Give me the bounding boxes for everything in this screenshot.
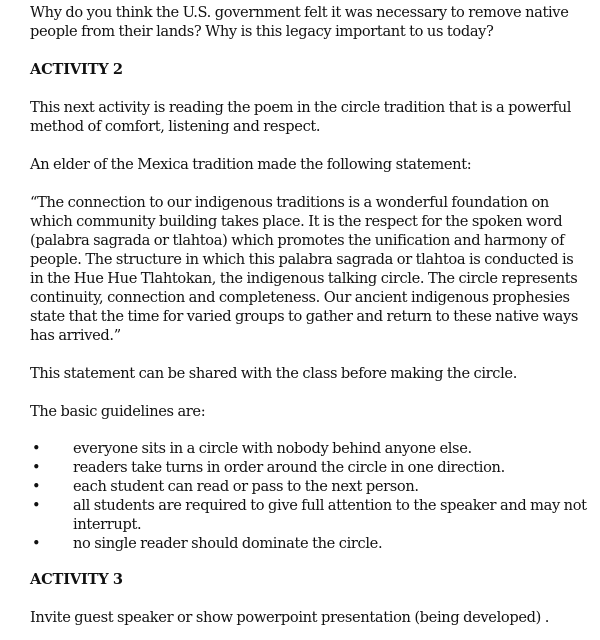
guideline-text: readers take turns in order around the circle in one direction. xyxy=(73,459,505,476)
document-page xyxy=(30,0,590,627)
list-item xyxy=(30,477,590,496)
elder-statement-intro: An elder of the Mexica tradition made the following statement: xyxy=(30,156,472,173)
guidelines-list xyxy=(30,439,590,553)
list-item xyxy=(30,534,590,553)
guideline-text: no single reader should dominate the circle. xyxy=(73,535,383,552)
list-item xyxy=(30,458,590,477)
bullet-icon: • xyxy=(32,535,41,552)
bullet-icon: • xyxy=(32,459,41,476)
intro-question: Why do you think the U.S. government felt it was necessary to remove native people from their lands? Why is this legacy important to us today? xyxy=(30,4,569,40)
share-note: This statement can be shared with the class before making the circle. xyxy=(30,365,518,382)
guidelines-intro: The basic guidelines are: xyxy=(30,403,206,420)
activity-3-description: Invite guest speaker or show powerpoint presentation (being developed) . xyxy=(30,609,550,626)
activity-2-description: This next activity is reading the poem in the circle tradition that is a powerful method of comfort, listening and respect. xyxy=(30,99,572,135)
activity-2-heading: ACTIVITY 2 xyxy=(30,61,123,78)
activity-3-heading: ACTIVITY 3 xyxy=(30,571,123,588)
elder-quote: “The connection to our indigenous traditions is a wonderful foundation on which community building takes place. It is the respect for the spoken word (palabra sagrada or tlahtoa) which promotes the unification and harmony of people. The structure in which this palabra sagrada or tlahtoa is conducted is in the Hue Hue Tlahtokan, the indigenous talking circle. The circle represents continuity, connection and completeness. Our ancient indigenous prophesies state that the time for varied groups to gather and return to these native ways has arrived.” xyxy=(30,194,579,344)
list-item xyxy=(30,496,590,534)
guideline-text: each student can read or pass to the next person. xyxy=(73,478,419,495)
list-item xyxy=(30,439,590,458)
bullet-icon: • xyxy=(32,440,41,457)
guideline-text: all students are required to give full attention to the speaker and may not interrupt. xyxy=(73,497,587,533)
bullet-icon: • xyxy=(32,497,41,514)
guideline-text: everyone sits in a circle with nobody behind anyone else. xyxy=(73,440,472,457)
bullet-icon: • xyxy=(32,478,41,495)
